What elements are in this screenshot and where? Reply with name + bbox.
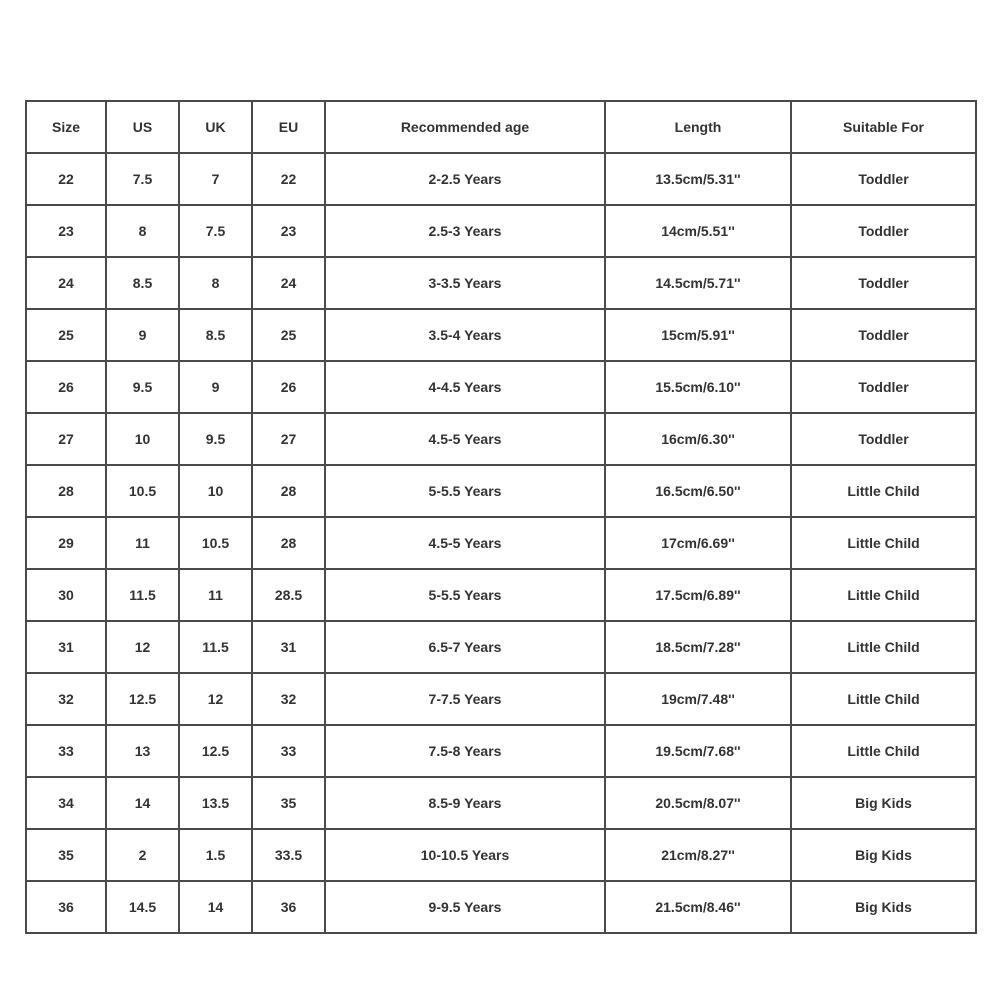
cell-us: 8.5 [106, 257, 179, 309]
cell-size: 23 [26, 205, 106, 257]
cell-uk: 14 [179, 881, 252, 933]
cell-size: 27 [26, 413, 106, 465]
cell-suitable-for: Little Child [791, 725, 976, 777]
header-suitable-for: Suitable For [791, 101, 976, 153]
cell-length: 17.5cm/6.89'' [605, 569, 791, 621]
cell-us: 11 [106, 517, 179, 569]
header-length: Length [605, 101, 791, 153]
cell-eu: 35 [252, 777, 325, 829]
cell-eu: 22 [252, 153, 325, 205]
cell-suitable-for: Toddler [791, 257, 976, 309]
table-row [26, 153, 976, 205]
cell-us: 13 [106, 725, 179, 777]
cell-eu: 28 [252, 465, 325, 517]
cell-uk: 9.5 [179, 413, 252, 465]
header-recommended-age: Recommended age [325, 101, 605, 153]
cell-length: 17cm/6.69'' [605, 517, 791, 569]
cell-suitable-for: Big Kids [791, 829, 976, 881]
cell-recommended-age: 4.5-5 Years [325, 517, 605, 569]
cell-us: 7.5 [106, 153, 179, 205]
cell-us: 14.5 [106, 881, 179, 933]
cell-eu: 26 [252, 361, 325, 413]
cell-suitable-for: Toddler [791, 205, 976, 257]
cell-recommended-age: 9-9.5 Years [325, 881, 605, 933]
cell-suitable-for: Little Child [791, 673, 976, 725]
cell-us: 8 [106, 205, 179, 257]
table-row [26, 725, 976, 777]
cell-uk: 10 [179, 465, 252, 517]
cell-us: 10.5 [106, 465, 179, 517]
cell-recommended-age: 7-7.5 Years [325, 673, 605, 725]
cell-length: 16.5cm/6.50'' [605, 465, 791, 517]
cell-eu: 28 [252, 517, 325, 569]
cell-suitable-for: Little Child [791, 517, 976, 569]
cell-us: 10 [106, 413, 179, 465]
cell-length: 13.5cm/5.31'' [605, 153, 791, 205]
cell-eu: 33 [252, 725, 325, 777]
cell-suitable-for: Little Child [791, 465, 976, 517]
table-row [26, 881, 976, 933]
header-row [26, 101, 976, 153]
cell-eu: 24 [252, 257, 325, 309]
cell-uk: 12.5 [179, 725, 252, 777]
cell-eu: 33.5 [252, 829, 325, 881]
table-row [26, 205, 976, 257]
cell-size: 29 [26, 517, 106, 569]
cell-length: 14.5cm/5.71'' [605, 257, 791, 309]
cell-uk: 13.5 [179, 777, 252, 829]
cell-eu: 32 [252, 673, 325, 725]
header-eu: EU [252, 101, 325, 153]
cell-uk: 11.5 [179, 621, 252, 673]
cell-recommended-age: 4-4.5 Years [325, 361, 605, 413]
header-uk: UK [179, 101, 252, 153]
cell-length: 16cm/6.30'' [605, 413, 791, 465]
cell-uk: 1.5 [179, 829, 252, 881]
cell-uk: 7.5 [179, 205, 252, 257]
cell-size: 24 [26, 257, 106, 309]
cell-length: 19cm/7.48'' [605, 673, 791, 725]
cell-length: 21cm/8.27'' [605, 829, 791, 881]
cell-size: 36 [26, 881, 106, 933]
cell-suitable-for: Toddler [791, 361, 976, 413]
cell-size: 31 [26, 621, 106, 673]
cell-uk: 9 [179, 361, 252, 413]
cell-size: 26 [26, 361, 106, 413]
table-row [26, 673, 976, 725]
cell-size: 28 [26, 465, 106, 517]
cell-size: 32 [26, 673, 106, 725]
cell-suitable-for: Toddler [791, 413, 976, 465]
cell-suitable-for: Toddler [791, 309, 976, 361]
cell-us: 2 [106, 829, 179, 881]
table-body [26, 153, 976, 933]
cell-suitable-for: Big Kids [791, 881, 976, 933]
cell-size: 22 [26, 153, 106, 205]
cell-recommended-age: 5-5.5 Years [325, 569, 605, 621]
cell-eu: 28.5 [252, 569, 325, 621]
cell-uk: 12 [179, 673, 252, 725]
header-size: Size [26, 101, 106, 153]
cell-eu: 27 [252, 413, 325, 465]
cell-size: 34 [26, 777, 106, 829]
cell-eu: 23 [252, 205, 325, 257]
cell-suitable-for: Big Kids [791, 777, 976, 829]
cell-us: 12.5 [106, 673, 179, 725]
table-row [26, 465, 976, 517]
cell-suitable-for: Little Child [791, 569, 976, 621]
cell-recommended-age: 6.5-7 Years [325, 621, 605, 673]
cell-length: 15.5cm/6.10'' [605, 361, 791, 413]
table-row [26, 569, 976, 621]
cell-length: 19.5cm/7.68'' [605, 725, 791, 777]
cell-eu: 31 [252, 621, 325, 673]
table-row [26, 829, 976, 881]
cell-size: 35 [26, 829, 106, 881]
cell-recommended-age: 10-10.5 Years [325, 829, 605, 881]
cell-uk: 8 [179, 257, 252, 309]
cell-length: 18.5cm/7.28'' [605, 621, 791, 673]
cell-recommended-age: 2-2.5 Years [325, 153, 605, 205]
table-row [26, 361, 976, 413]
cell-length: 21.5cm/8.46'' [605, 881, 791, 933]
table-row [26, 777, 976, 829]
cell-us: 11.5 [106, 569, 179, 621]
cell-us: 14 [106, 777, 179, 829]
cell-recommended-age: 3-3.5 Years [325, 257, 605, 309]
table-row [26, 413, 976, 465]
cell-us: 9.5 [106, 361, 179, 413]
cell-suitable-for: Toddler [791, 153, 976, 205]
cell-recommended-age: 5-5.5 Years [325, 465, 605, 517]
table-row [26, 517, 976, 569]
cell-length: 14cm/5.51'' [605, 205, 791, 257]
cell-uk: 10.5 [179, 517, 252, 569]
cell-eu: 25 [252, 309, 325, 361]
table-row [26, 309, 976, 361]
header-us: US [106, 101, 179, 153]
cell-us: 12 [106, 621, 179, 673]
size-chart-table [25, 100, 977, 934]
cell-length: 20.5cm/8.07'' [605, 777, 791, 829]
cell-uk: 8.5 [179, 309, 252, 361]
cell-uk: 7 [179, 153, 252, 205]
table-row [26, 621, 976, 673]
cell-length: 15cm/5.91'' [605, 309, 791, 361]
cell-us: 9 [106, 309, 179, 361]
cell-recommended-age: 3.5-4 Years [325, 309, 605, 361]
cell-uk: 11 [179, 569, 252, 621]
cell-recommended-age: 4.5-5 Years [325, 413, 605, 465]
cell-size: 25 [26, 309, 106, 361]
cell-size: 33 [26, 725, 106, 777]
cell-size: 30 [26, 569, 106, 621]
cell-recommended-age: 7.5-8 Years [325, 725, 605, 777]
cell-eu: 36 [252, 881, 325, 933]
cell-suitable-for: Little Child [791, 621, 976, 673]
cell-recommended-age: 8.5-9 Years [325, 777, 605, 829]
table-row [26, 257, 976, 309]
cell-recommended-age: 2.5-3 Years [325, 205, 605, 257]
